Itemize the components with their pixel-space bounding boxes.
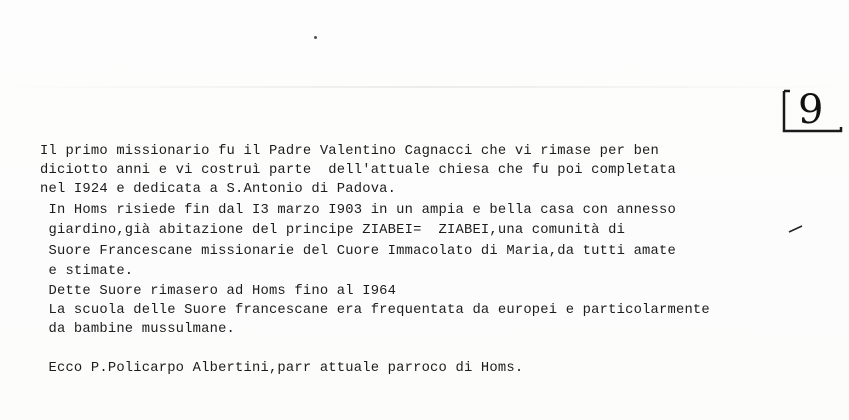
- text-line: In Homs risiede fin dal I3 marzo I903 in un ampia e bella casa con annesso: [40, 203, 676, 218]
- page-number: 9: [798, 89, 824, 133]
- text-line: da bambine mussulmane.: [40, 322, 236, 337]
- text-line: e stimate.: [40, 264, 134, 279]
- text-line: giardino,già abitazione del principe ZIABEI= ZIABEI,una comunità di: [40, 223, 626, 238]
- text-line: Suore Francescane missionarie del Cuore Immacolato di Maria,da tutti amate: [40, 244, 676, 259]
- text-line: Ecco P.Policarpo Albertini,parr attuale parroco di Homs.: [40, 361, 524, 376]
- margin-pen-mark: [788, 224, 804, 234]
- text-line: Il primo missionario fu il Padre Valentino Cagnacci che vi rimase per ben: [40, 144, 660, 159]
- text-line: diciotto anni e vi costruì parte dell'attuale chiesa che fu poi completata: [40, 163, 676, 178]
- text-line: nel I924 e dedicata a S.Antonio di Padova.: [40, 182, 397, 197]
- text-line: La scuola delle Suore francescane era frequentata da europei e particolarmente: [40, 303, 710, 318]
- text-line: Dette Suore rimasero ad Homs fino al I964: [40, 284, 397, 299]
